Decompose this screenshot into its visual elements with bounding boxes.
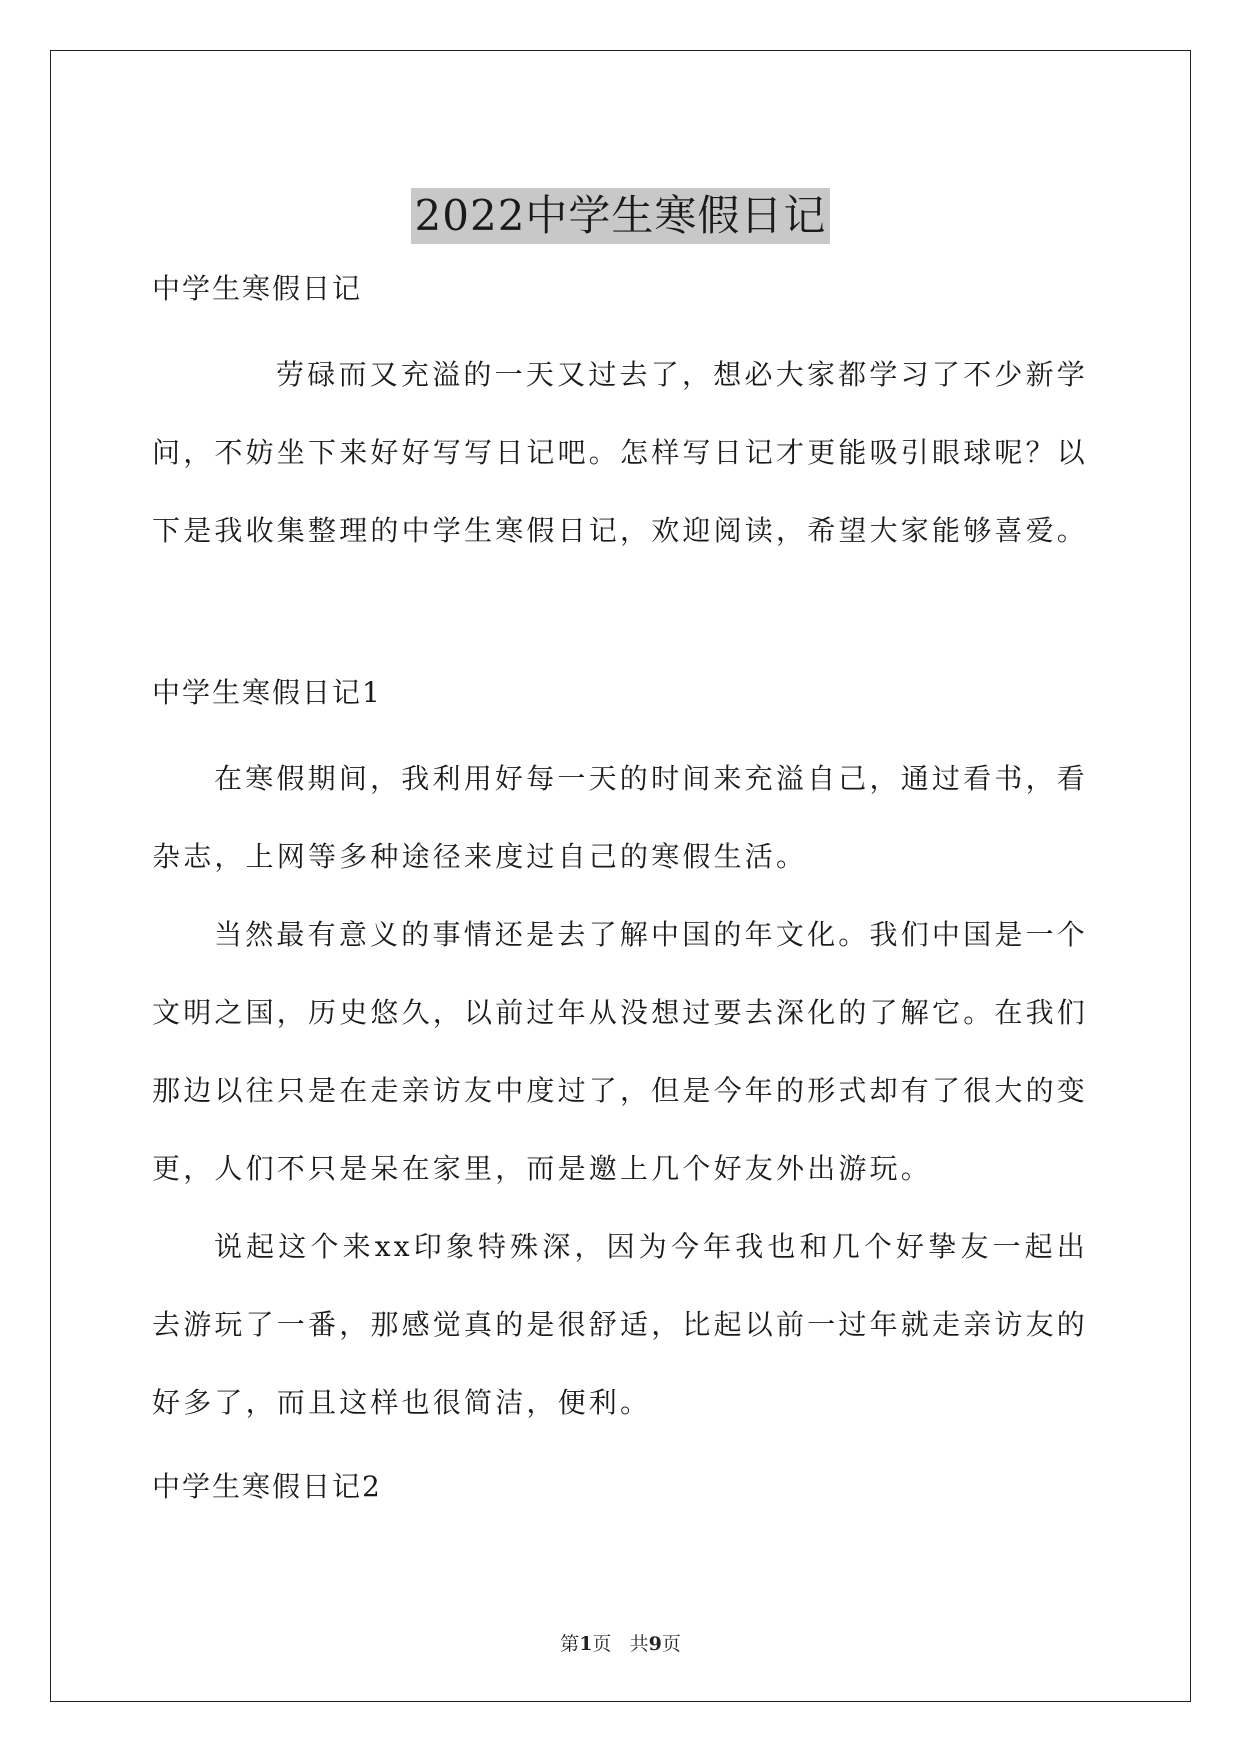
footer-total-prefix: 共 <box>629 1633 649 1655</box>
page-footer <box>0 1632 1241 1656</box>
document-body <box>152 264 1088 1512</box>
footer-total-pages: 9 <box>648 1633 662 1655</box>
document-title: 2022中学生寒假日记 <box>411 188 831 244</box>
title-container <box>0 160 1241 272</box>
footer-page-suffix: 页 <box>592 1633 612 1655</box>
section-heading-2: 中学生寒假日记2 <box>152 1470 382 1503</box>
section-1-paragraph-1: 在寒假期间，我利用好每一天的时间来充溢自己，通过看书，看杂志，上网等多种途径来度过自己的寒假生活。 <box>152 762 1088 873</box>
section-1-paragraph-2: 当然最有意义的事情还是去了解中国的年文化。我们中国是一个文明之国，历史悠久，以前过年从没想过要去深化的了解它。在我们那边以往只是在走亲访友中度过了，但是今年的形式却有了很大的变更，人们不只是呆在家里，而是邀上几个好友外出游玩。 <box>152 918 1089 1185</box>
footer-current-page: 1 <box>579 1633 593 1655</box>
footer-total-suffix: 页 <box>661 1633 681 1655</box>
section-1-paragraph-3: 说起这个来xx印象特殊深，因为今年我也和几个好挚友一起出去游玩了一番，那感觉真的是很舒适，比起以前一过年就走亲访友的好多了，而且这样也很简洁，便利。 <box>152 1230 1089 1419</box>
document-subtitle: 中学生寒假日记 <box>152 272 363 305</box>
intro-paragraph: 劳碌而又充溢的一天又过去了，想必大家都学习了不少新学问，不妨坐下来好好写写日记吧。怎样写日记才更能吸引眼球呢？以下是我收集整理的中学生寒假日记，欢迎阅读，希望大家能够喜爱。 <box>152 358 1089 547</box>
footer-page-prefix: 第 <box>560 1633 580 1655</box>
section-heading-1: 中学生寒假日记1 <box>152 676 382 709</box>
